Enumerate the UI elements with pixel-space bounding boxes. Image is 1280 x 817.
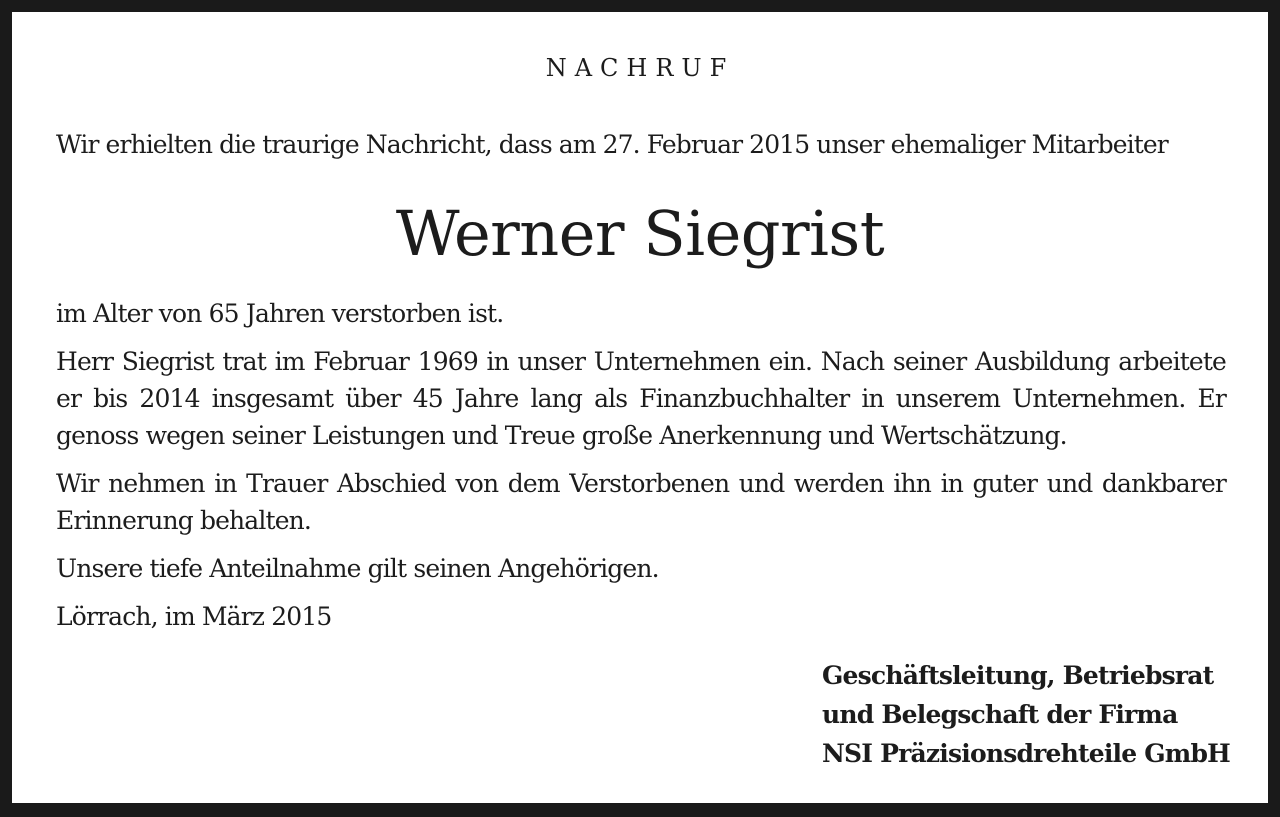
intro-sentence: Wir erhielten die traurige Nachricht, dass am 27. Februar 2015 unser ehemaliger Mitarbeiter (56, 130, 1168, 159)
age-line: im Alter von 65 Jahren verstorben ist. (56, 299, 504, 328)
obituary-notice (12, 12, 1268, 803)
signature-company: NSI Präzisionsdrehteile GmbH (822, 739, 1230, 768)
notice-body (56, 295, 1226, 646)
career-paragraph: Herr Siegrist trat im Februar 1969 in unser Unternehmen ein. Nach seiner Ausbildung arbeitete er bis 2014 insgesamt über 45 Jahre lang als Finanzbuchhalter in unserem Unternehmen. Er genoss wegen seiner Leistungen und Treue große Anerkennung und Wertschätzung. (56, 347, 1226, 450)
signature-block (822, 656, 1230, 773)
place-date-line: Lörrach, im März 2015 (56, 602, 332, 631)
signature-line: Geschäftsleitung, Betriebsrat (822, 661, 1214, 690)
deceased-name: Werner Siegrist (395, 197, 885, 270)
farewell-paragraph: Wir nehmen in Trauer Abschied von dem Verstorbenen und werden ihn in guter und dankbarer Erinnerung behalten. (56, 469, 1226, 535)
notice-heading: NACHRUF (545, 54, 735, 82)
signature-line: und Belegschaft der Firma (822, 700, 1178, 729)
condolence-line: Unsere tiefe Anteilnahme gilt seinen Angehörigen. (56, 554, 659, 583)
